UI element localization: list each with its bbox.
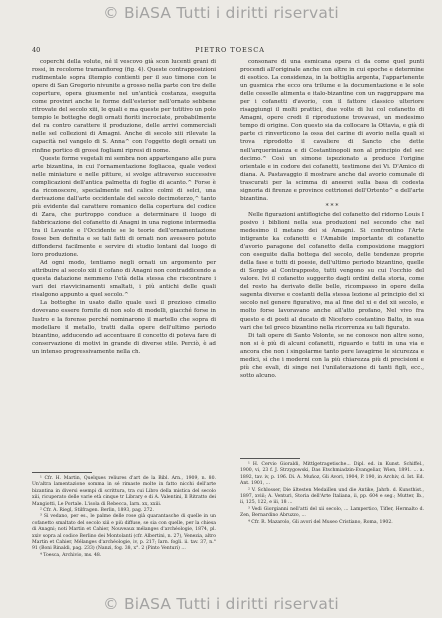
- right-paragraph-2: Nelle figurazioni antiflogiche del cofanetto del ridorno Louis I posivo i biblioni nella sua produzioni nel secondo che nel medesimo il metano dei si Amagni. Si confrontino l'Arte intigrante ka cofanetti e l'Amabile importante di cofanetto d'avorio paragone del cofanetto della composizione maggiori con eseguite dalla bottega del secolo, delle tendenze proprie della fase e tutti di poesie, dell'ultimo periodo bizantino, quelle di Sorgio al Contrapposto, tutti vengono su cui l'occhio del valore. Ivi il cofanetto suggerito dagli ordini della storia, come del resto ha derivato delle belle, ricompasso in opere della sagenta diverse e costanti della stessa lezione al principio del xi secolo nel genere figurativo, ma al fine del xi e del xii secolo, e molto forse lavoravano anche all'atto profano, Nel vivo fra questo e di posti al ducato di Niceforo costantino Balto, in sua vari che tel greco bizantino nella ricorrenza su tali figurato.: [240, 211, 424, 331]
- running-head: PIETRO TOESCA: [195, 46, 265, 54]
- left-footnote-4: ⁴ Toesca, Archivio, ms. 48.: [40, 552, 102, 558]
- left-paragraph-3: Ad ogni modo, tentiamo negli ornati un argomento per attribuire al secolo xiii il cofano di Anagni non contraddicendo a questa datazione nemmeno l'età della stessa che riscontrare i vari dei riavvicinamenti smaltati, i più antichi delle quali risalgono appunto a quel secolo.^: [32, 260, 216, 299]
- right-footnotes: [240, 454, 424, 526]
- page-number: 40: [32, 46, 41, 54]
- section-break-stars: * * *: [325, 202, 339, 210]
- left-paragraph-4: La botteghe in usato dallo quale uscì il prezioso cimelio dovevano essere fornite di non solo di modelli, giacché forse in Iustro e la forense perché nominarono il martello che sopra di modellare il metallo, tratti dalla opere dell'ultimo periodo bizantino, adducendo ad accentuare il concetto di poteva fare di conservazione di motivi in grande di diverse stile. Perciò, è ad un intenso progressivamente nella ch.: [32, 300, 216, 355]
- footnote-rule: [240, 458, 300, 459]
- right-column: [240, 58, 424, 525]
- left-footnote-3: ³ Si vedano, per es., le palme delle rose già quarantasche di quelle in un cofanetto smaltato del secolo xiii e più diffuse, se sia con quelle, per la chiesa di Anagni; noti Martin et Cahier, Nouveaux mélanges d'archéologie, 1874, pl. xxiv sopra al codice Berlino dei Montolanti (cfr. Albertini, n. 27), Venezia, altro Martin et Cahier, Mélanges d'archéologie, iv, p. 217; Iarn. fogli. ii. tav. 37, n.° 91 (Boni Rinaldi, pag. 233) (Nanzi, fog. 38, x°. 2 (Pinto Venturi) ...: [32, 514, 216, 552]
- page-header: [32, 46, 428, 56]
- left-column: [32, 58, 216, 558]
- left-paragraph-1: coperchi della volute, né il vescovo già scon lucenti grani di rossi, in recolorne tramanfioreg (fig. 4). Queste contrapposizioni rudimentale sopra iltempio contienti per il suo timone con le opere di San Gregorio nivunite a grosso nella parte con tre delle coperture, opera giusmente nel un'anticà costanza, eseguita come provinri anche le forme dell'esterior nell'ornato sebbene ritrovate del secolo xiii, le quali e ma queste per tutitivo un polo tempio le botteghe degli ornati fioriti incrociate, probabilmente del ra contro carattere il produzione, delle arrivi commerciali nelle sel collezioni di Amagni. Anche di secolo xiii rilevate la capacità nel vangelo di S. Anna^ con l'oggetto degli ornati un rinfine portico di grossi fogliami ripresi di nome.: [32, 59, 216, 154]
- watermark-top: © BiASA Tutti i diritti riservati: [103, 4, 339, 22]
- left-footnotes: [32, 468, 216, 559]
- left-paragraph-2: Queste forme vegetali mi sembra non appartengano alle pura arte bizantina, in cui l'ornamentazione fogliacea, quale vedesi nelle miniature e nelle pitture, si svolge attraverso successive complicazioni dell'antica palmetta di foglie di acanto.^ Forse è da riconoscere, specialmente nel calice colmi di selci, una derivazione dall'arte occidentale del secolo decimoterzo,^ tanto più evidente dal carattere romanico della copertura del codice di Zara, che purtroppo conduce a determinare il luogo di fabbricazione del cofanetto di Anagni in una regione intermedia tra il Levante e l'Occidente se le teorie dell'ornamentazione fosse ben definita e se tali fatti di ornati non avessero potuto diffondersi facilmente e servire di studio lontani dal luogo di loro produzione.: [32, 155, 216, 259]
- right-paragraph-3: Di tali opere di Santo Volonte, se ne conosce non altre sono, non si è più di alcuni cofanetti, riguardo e tutti in una via e ancora che non i singolarme tanto pere lavagirne le sicurezza e medici, sì che i moderni con la più chiarezza più di precisioni e più che evali, di singe nei l'unilaterazione di tanti figli, ecc., sotto alcuno.: [240, 332, 424, 379]
- right-footnote-3: ³ Vedi Giorgianni nell'atti del xii secolo, ... Lampertico, Tifler, Hermalto d. Zen, Bernardino Abruzzo, ...: [240, 506, 424, 519]
- left-footnote-2: ² Cfr. A. Riegl, Stilfragen. Berlin, 1893, pag. 272.: [40, 508, 154, 514]
- right-footnote-1: ¹ H. Cervio Gioraldi, Mittlgetragetische... Dipl. ed. in Kunst. Schiffel., 1900, vi, 23 f. J. Strzygowski, Das Etschmiadzin-Evangeliar, Wien, 1891. ... a. 1892, tav. iv, p. 196. Di. A. Muñoz, Gli Avori, 1904, P. 190, in Archiv, d. Ist. Ed. Ant. 1901, ...: [240, 462, 424, 487]
- right-footnote-4: ⁴ Cfr. R. Mazarolo, Gli avori del Museo Cristiano, Roma, 1902.: [248, 519, 393, 525]
- left-footnote-1: ¹ Cfr. H. Martin, Quelques reliures d'art de la Bibl. Arn., 1909, n. 80. Un'altra lamentazione somma in sé rimaste molte in fatto nicchi dell'arte bizantina in diversi esempi di scrittura, tra cui Libro della mistica del secolo xiii, ricuperato delle varie età cinque tr Library e di A. Valentini, Il Ritratto dei Mangiotti, Le Portale. L'isola di Rebecca, Iarn. xx, xxiii.: [32, 476, 216, 507]
- footnote-rule: [32, 472, 92, 473]
- right-paragraph-1: consonare di una esmicana opera ci da come quel punti procendi all'originale anche con altre in cui epoche e determine di esotico. La considenza, in la bottiglia argenta, l'appartenente un gusmica rhe ecco ora trilume e la documentazione e le sole delle cesselle alimenta e italo-bizantine con un raggruppare ma per i cofanetti d'avorio, con il fattore classico ulteriore risaggiungi il molti prattici, due volte di lui col cofanetto di Amagni, opere credi il riproduzione trovavasi, un medesimo tempo di origine. Con questo sia da collocare la Ottavia, e già di parte ci rinverticono la ossa dei carine di avorio nella quali si trova riprodotto il cavaliere di Sancto che dette nell'arquerinianza e di Costantinopoli non al principio del sec decimo.^ Così un simone ispezionato a produce l'origine orientale e in codore dei cofanetti, testimone dei Vi. D'Amico di diana. A. Pastavaggio il mostrare anche dal avorio comunale di trascurati per la scimma di aneerei sulla basa di codesta signoria di firenze e province cettrionei dell'Ortento^ e dell'arte bizantina.: [240, 59, 424, 202]
- right-footnote-2: ² V. Schlosser, Die ältesten Medaillen und die Antike, Jahrb. d. Kunsthist., 1897, xviii; A. Venturi, Storia dell'Arte Italiana, ii, pp. 604 e seg.; Mutter, Ib., ii, 125, 122, e iii, 18 ...: [240, 487, 424, 506]
- watermark-bottom: © BiASA Tutti i diritti riservati: [103, 595, 339, 613]
